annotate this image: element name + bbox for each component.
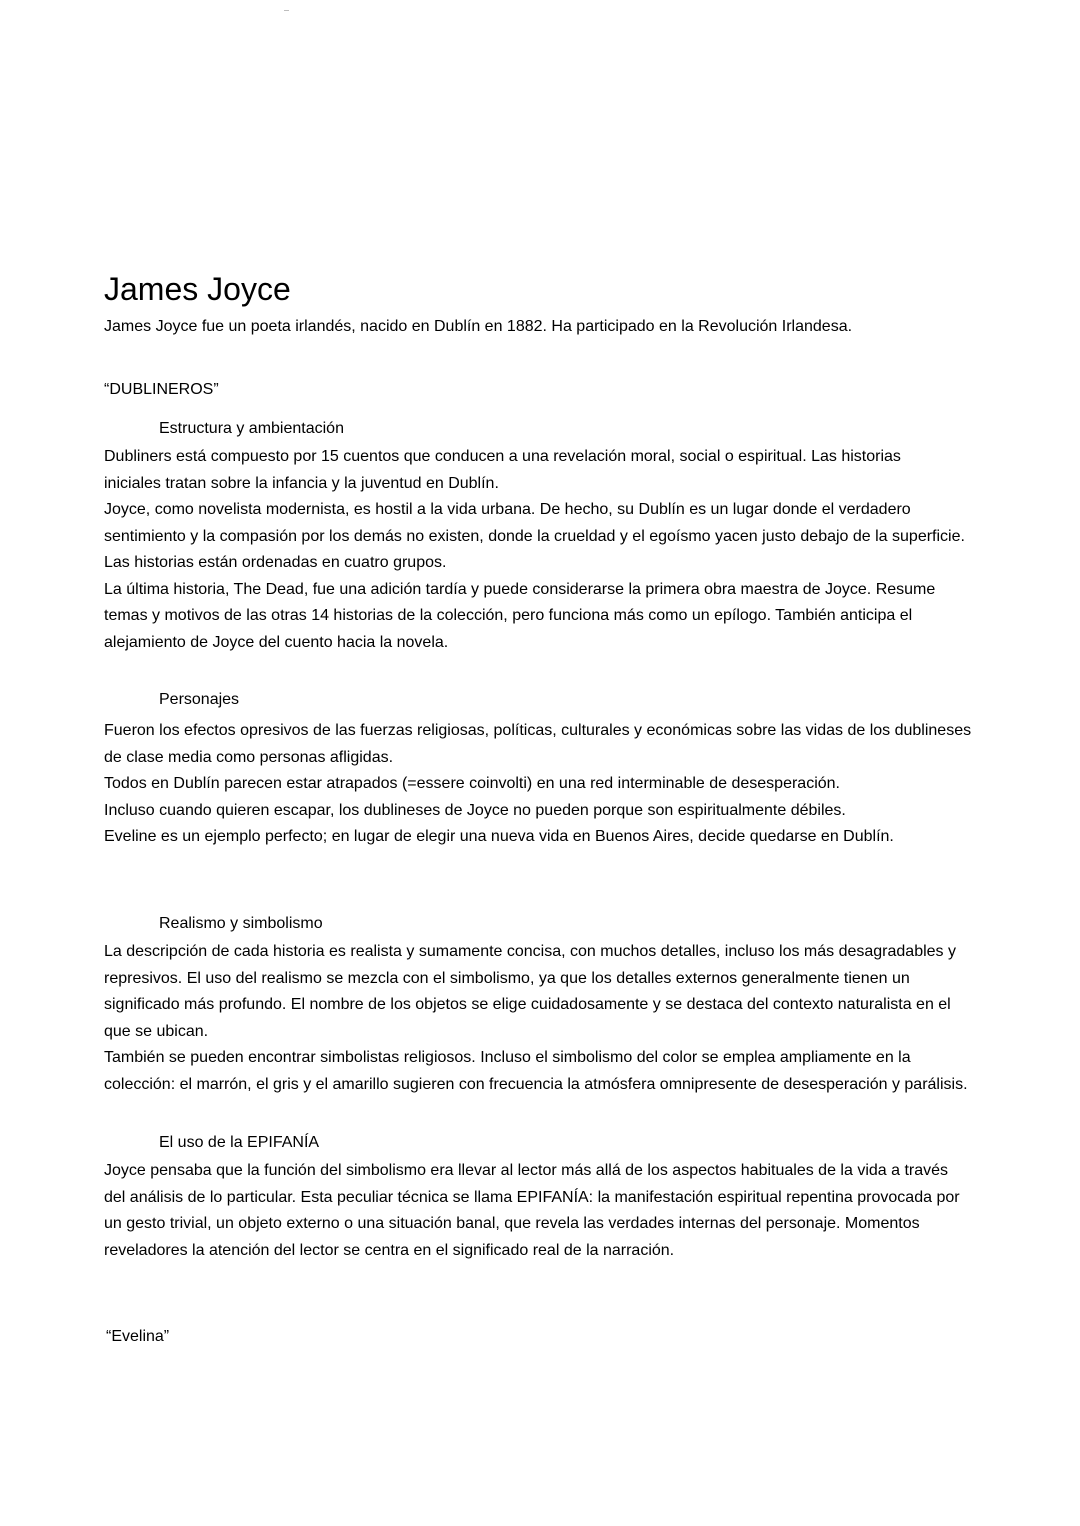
work-title-dublineros: “DUBLINEROS”: [104, 381, 219, 398]
text-line: reveladores la atención del lector se centra en el significado real de la narración.: [104, 1241, 675, 1259]
text-line: alejamiento de Joyce del cuento hacia la novela.: [104, 633, 449, 651]
section-heading: Estructura y ambientación: [159, 420, 344, 437]
text-line: un gesto trivial, un objeto externo o una situación banal, que revela las verdades internas del personaje. Momentos: [104, 1215, 920, 1232]
text-line: represivos. El uso del realismo se mezcla con el simbolismo, ya que los detalles externos generalmente tienen un: [104, 969, 910, 987]
text-line: temas y motivos de las otras 14 historias de la colección, pero funciona más como un epílogo. También anticipa el: [104, 607, 913, 624]
text-line: Eveline es un ejemplo perfecto; en lugar de elegir una nueva vida en Buenos Aires, decide quedarse en Dublín.: [104, 828, 894, 845]
text-line: iniciales tratan sobre la infancia y la juventud en Dublín.: [104, 474, 499, 492]
section-body: [104, 939, 968, 1098]
text-line: Incluso cuando quieren escapar, los dublineses de Joyce no pueden porque son espiritualmente débiles.: [104, 801, 846, 819]
text-line: Joyce, como novelista modernista, es hostil a la vida urbana. De hecho, su Dublín es un lugar donde el verdadero: [104, 501, 911, 518]
text-line: La última historia, The Dead, fue una adición tardía y puede considerarse la primera obra maestra de Joyce. Resume: [104, 580, 936, 598]
text-line: significado más profundo. El nombre de los objetos se elige cuidadosamente y se destaca del contexto naturalista en el: [104, 996, 951, 1013]
text-line: Joyce pensaba que la función del simbolismo era llevar al lector más allá de los aspectos habituales de la vida a través: [104, 1162, 949, 1179]
section-body: [104, 1158, 960, 1264]
text-line: Las historias están ordenadas en cuatro grupos.: [104, 554, 447, 571]
section-heading: Personajes: [159, 691, 240, 708]
text-line: sentimiento y la compasión por los demás no existen, donde la crueldad y el egoísmo yacen justo debajo de la superficie.: [104, 527, 965, 545]
section-heading: El uso de la EPIFANÍA: [159, 1134, 320, 1151]
text-line: Dubliners está compuesto por 15 cuentos que conducen a una revelación moral, social o espiritual. Las historias: [104, 448, 901, 465]
intro-paragraph: James Joyce fue un poeta irlandés, nacido en Dublín en 1882. Ha participado en la Revolución Irlandesa.: [104, 318, 853, 335]
text-line: de clase media como personas afligidas.: [104, 748, 394, 766]
text-line: del análisis de lo particular. Esta peculiar técnica se llama EPIFANÍA: la manifestación espiritual repentina provocada por: [104, 1188, 960, 1206]
text-line: También se pueden encontrar simbolistas religiosos. Incluso el simbolismo del color se emplea ampliamente en la: [104, 1049, 911, 1066]
page-title: James Joyce: [104, 271, 291, 307]
text-line: colección: el marrón, el gris y el amarillo sugieren con frecuencia la atmósfera omnipresente de desesperación y parálisis.: [104, 1075, 968, 1093]
section-body: [104, 444, 965, 656]
section-heading: Realismo y simbolismo: [159, 915, 323, 932]
text-line: que se ubican.: [104, 1022, 209, 1040]
text-line: La descripción de cada historia es realista y sumamente concisa, con muchos detalles, incluso los más desagradables y: [104, 943, 956, 960]
work-title-evelina: “Evelina”: [106, 1328, 170, 1345]
section-body: [104, 718, 971, 851]
text-line: Fueron los efectos opresivos de las fuerzas religiosas, políticas, culturales y económicas sobre las vidas de los dublineses: [104, 722, 972, 739]
scan-mark: [284, 10, 289, 11]
text-line: Todos en Dublín parecen estar atrapados (=essere coinvolti) en una red interminable de desesperación.: [104, 775, 840, 792]
